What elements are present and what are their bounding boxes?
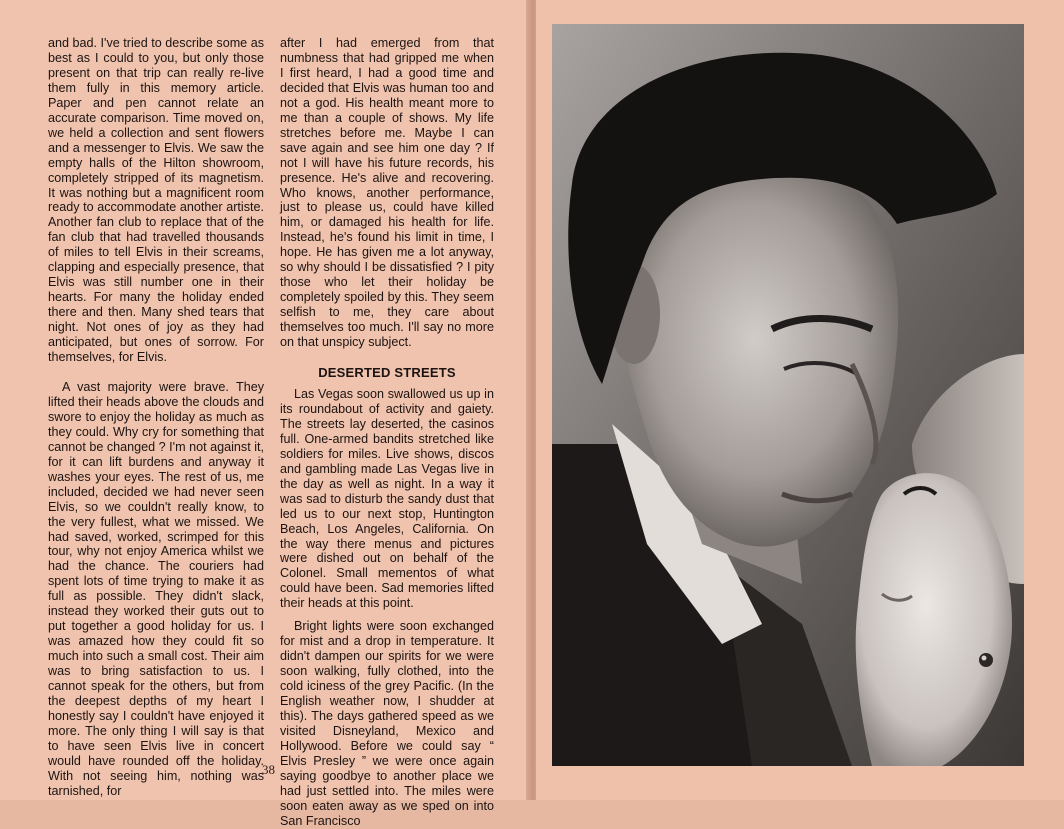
photograph bbox=[552, 24, 1024, 766]
paragraph: Bright lights were soon exchanged for mist and a drop in temperature. It didn't dampen our spirits for we were soon walking, fully clothed, into the cold iciness of the grey Pacific. (In the English weather now, I shudder at this). The days gathered speed as we visited Disneyland, Mexico and Hollywood. Before we could say “ Elvis Presley ” we were once again saying goodbye to another place we had just settled into. The miles were soon eaten away as we sped on into San Francisco bbox=[280, 619, 494, 828]
paragraph: and bad. I've tried to describe some as best as I could to you, but only those present on that trip can really re-live them fully in this memory article. Paper and pen cannot relate an accurate comparison. Time moved on, we held a collection and sent flowers and a messenger to Elvis. We saw the empty halls of the Hilton showroom, completely stripped of its magnetism. It was nothing but a magnificent room ready to accommodate another artiste. Another fan club to replace that of the fan club that had travelled thousands of miles to tell Elvis in their screams, clapping and especially presence, that Elvis was still number one in their hearts. For many the holiday ended there and then. Many shed tears that night. Not ones of joy as they had anticipated, but ones of sorrow. For themselves, for Elvis. bbox=[48, 36, 264, 365]
text-column-1 bbox=[48, 36, 264, 799]
paragraph: A vast majority were brave. They lifted their heads above the clouds and swore to enjoy the holiday as much as they could. Why cry for something that cannot be changed ? I'm not against it, for it can lift burdens and anyway it washes your eyes. The rest of us, me included, decided we had never seen Elvis, so we couldn't really know, to the very fullest, what we missed. We had saved, worked, scrimped for this tour, why not enjoy America whilst we had the chance. The couriers had spent lots of time trying to make it as full as possible. They didn't slack, instead they worked their guts out to put together a good holiday for us. I was amazed how they could fit so much into such a small cost. Their aim was to bring satisfaction to us. I cannot speak for the others, but from the deepest depths of my heart I honestly say I couldn't have enjoyed it more. The only thing I will say is that to have seen Elvis live in concert would have rounded off the holiday. With not seeing him, nothing was tarnished, for bbox=[48, 379, 264, 798]
paragraph: after I had emerged from that numbness that had gripped me when I first heard, I had a good time and decided that Elvis was human too and not a god. His health meant more to me than a couple of shows. My life stretches before me. Maybe I can save again and see him one day ? If not I will have his future records, his presence. He's alive and recovering. Who knows, another performance, just to please us, could have killed him, or damaged his health for life. Instead, he's found his limit in time, I hope. He has given me a lot anyway, so why should I be dissatisfied ? I pity those who let their holiday be completely spoiled by this. They seem selfish to me, they care about themselves too much. I'll say no more on that unspicy subject. bbox=[280, 36, 494, 350]
left-page bbox=[0, 0, 530, 828]
photo-illustration bbox=[552, 24, 1024, 766]
page-number: 38 bbox=[262, 762, 275, 777]
paragraph: Las Vegas soon swallowed us up in its roundabout of activity and gaiety. The streets lay deserted, the casinos full. One-armed bandits stretched like soldiers for miles. Live shows, discos and gambling made Las Vegas live in the day as well as night. In a way it was sad to disturb the sandy dust that led us to our next stop, Huntington Beach, Los Angeles, California. On the way there menus and pictures were dished out on behalf of the Colonel. Small mementos of what could have been. Sad memories lifted their heads at this point. bbox=[280, 386, 494, 611]
text-column-2 bbox=[280, 36, 494, 829]
section-heading: DESERTED STREETS bbox=[318, 365, 456, 381]
